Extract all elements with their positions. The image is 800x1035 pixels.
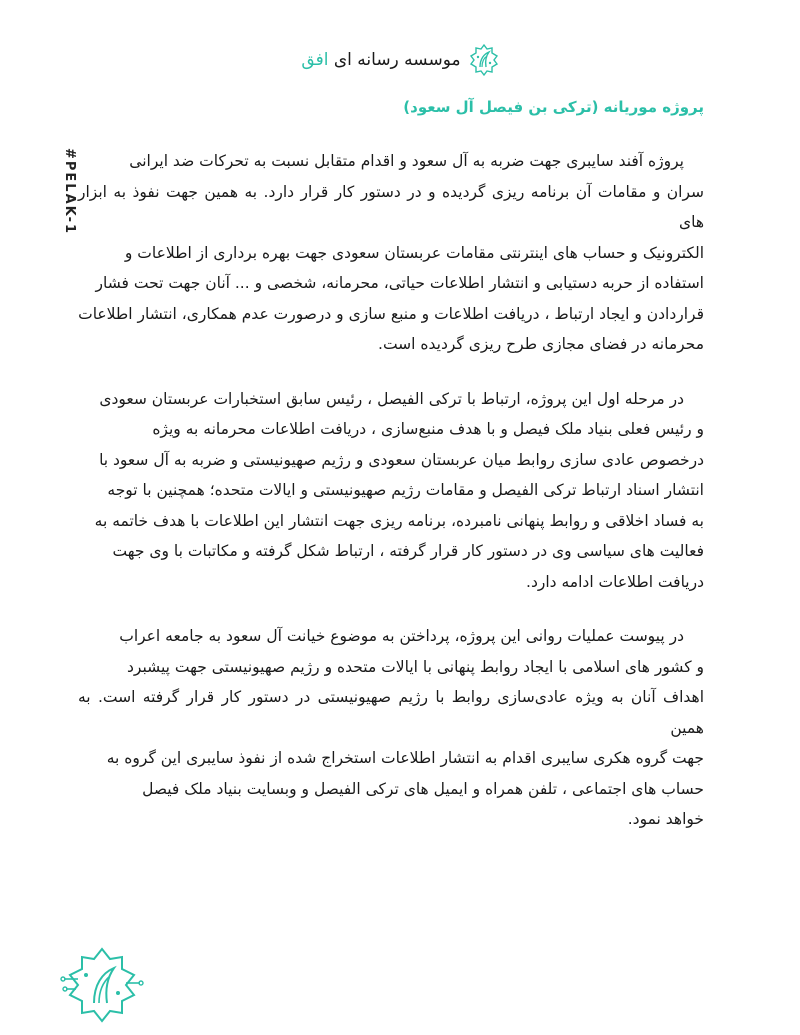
paragraph-line: در پیوست عملیات روانی این پروژه، پرداختن به موضوع خیانت آل سعود به جامعه اعراب: [119, 627, 684, 645]
paragraph-line: درخصوص عادی سازی روابط میان عربستان سعودی و رژیم صهیونیستی و ضربه به آل سعود با: [99, 450, 704, 469]
paragraph-line: در مرحله اول این پروژه، ارتباط با ترکی الفیصل ، رئیس سابق استخبارات عربستان سعودی: [99, 389, 684, 408]
paragraph-line: اهداف آنان به ویژه عادی‌سازی روابط با رژیم صهیونیستی در دستور کار قرار گرفته است. به همین: [78, 688, 704, 737]
paragraph-2: [78, 384, 704, 598]
paragraph-line: سران و مقامات آن برنامه ریزی گردیده و در دستور کار قرار دارد. به همین جهت نفوذ به ابزار های: [78, 182, 704, 231]
document-body: [78, 146, 704, 859]
page-title: پروژه موریانه (ترکی بن فیصل آل سعود): [403, 98, 704, 116]
org-name-text: موسسه رسانه ای: [333, 50, 461, 70]
paragraph-line: الکترونیک و حساب های اینترنتی مقامات عربستان سعودی جهت بهره برداری از اطلاعات و: [124, 243, 704, 262]
paragraph-line: قراردادن و ایجاد ارتباط ، دریافت اطلاعات و منبع سازی و درصورت عدم همکاری، انتشار اطلاعات: [78, 304, 704, 323]
org-name-accent: افق: [301, 50, 329, 70]
paragraph-line: انتشار اسناد ارتباط ترکی الفیصل و مقامات رژیم صهیونیستی و ایالات متحده؛ همچنین با توجه: [107, 481, 704, 499]
paragraph-line: محرمانه در فضای مجازی طرح ریزی گردیده است.: [378, 335, 704, 353]
footer-horizon-logo-icon: [60, 945, 144, 1029]
paragraph-line: حساب های اجتماعی ، تلفن همراه و ایمیل های ترکی الفیصل و وبسایت بنیاد ملک فیصل: [142, 779, 704, 798]
paragraph-line: استفاده از حربه دستیابی و انتشار اطلاعات حیاتی، محرمانه، شخصی و ... آنان جهت تحت فشار: [95, 274, 704, 292]
paragraph-line: و رئیس فعلی بنیاد ملک فیصل و با هدف منبع‌سازی ، دریافت اطلاعات محرمانه به ویژه: [152, 420, 704, 438]
paragraph-line: فعالیت های سیاسی وی در دستور کار قرار گرفته ، ارتباط شکل گرفته و مکاتبات با وی جهت: [112, 542, 704, 560]
org-name: [301, 50, 460, 70]
paragraph-line: جهت گروه هکری سایبری اقدام به انتشار اطلاعات استخراج شده از نفوذ سایبری این گروه به: [106, 749, 704, 767]
paragraph-line: به فساد اخلاقی و روابط پنهانی نامبرده، برنامه ریزی جهت انتشار این اطلاعات با هدف خاتمه به: [94, 511, 704, 530]
side-tag: #PELAK-1: [62, 148, 77, 236]
paragraph-1: [78, 146, 704, 360]
horizon-logo-icon: [469, 43, 499, 77]
page-header: [0, 38, 800, 82]
paragraph-line: خواهد نمود.: [627, 810, 704, 828]
paragraph-line: و کشور های اسلامی با ایجاد روابط پنهانی با ایالات متحده و رژیم صهیونیستی جهت پیشبرد: [126, 657, 704, 676]
paragraph-line: دریافت اطلاعات ادامه دارد.: [526, 572, 704, 591]
paragraph-line: پروژه آفند سایبری جهت ضربه به آل سعود و اقدام متقابل نسبت به تحرکات ضد ایرانی: [129, 152, 684, 170]
paragraph-3: [78, 621, 704, 835]
